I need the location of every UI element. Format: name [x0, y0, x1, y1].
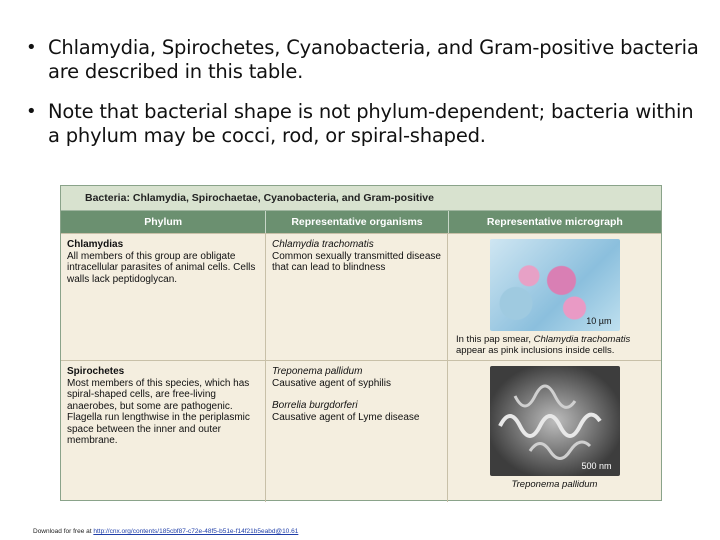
organism-name: Chlamydia trachomatis — [272, 239, 374, 250]
source-link[interactable]: http://cnx.org/contents/185cbf87-c72e-48f5-b51e-f14f21b5eabd@10.61 — [93, 528, 299, 535]
table-title: Bacteria: Chlamydia, Spirochaetae, Cyanobacteria, and Gram-positive — [61, 186, 661, 211]
spirochete-micrograph — [490, 366, 620, 476]
phylum-description: Most members of this species, which has spiral-shaped cells, are free-living anaerobes, but some are pathogenic. Flagella run lengthwise in the periplasmic space between the inner and outer membrane. — [67, 377, 250, 446]
spiral-bacteria-icon — [490, 366, 620, 476]
table-header — [61, 211, 661, 233]
header-micrograph: Representative micrograph — [486, 216, 623, 228]
organism-description: Common sexually transmitted disease that can lead to blindness — [272, 250, 441, 273]
micrograph-caption: Treponema pallidum — [511, 479, 598, 490]
organism-name: Borrelia burgdorferi — [272, 400, 358, 411]
table-row — [61, 233, 661, 360]
bullet-text: Note that bacterial shape is not phylum-dependent; bacteria within a phylum may be cocci, rod, or spiral-shaped. — [48, 100, 694, 147]
source-footer: Download for free at http://cnx.org/contents/185cbf87-c72e-48f5-b51e-f14f21b5eabd@10.61 — [33, 528, 299, 535]
bullet-item: • Chlamydia, Spirochetes, Cyanobacteria, and Gram-positive bacteria are described in this table. — [26, 36, 699, 83]
scale-label: 10 µm — [586, 315, 612, 326]
header-organisms: Representative organisms — [266, 211, 448, 233]
bacteria-table — [60, 185, 662, 501]
bullet-list — [24, 36, 704, 164]
bullet-item: • Note that bacterial shape is not phylum-dependent; bacteria within a phylum may be cocci, rod, or spiral-shaped. — [26, 100, 694, 147]
scale-label: 500 nm — [581, 460, 612, 471]
chlamydia-micrograph — [490, 239, 620, 331]
micrograph-caption: In this pap smear, Chlamydia trachomatis appear as pink inclusions inside cells. — [456, 334, 631, 356]
table-row — [61, 360, 661, 502]
header-phylum: Phylum — [61, 211, 266, 233]
phylum-name: Spirochetes — [67, 366, 125, 377]
organism-description: Causative agent of syphilis — [272, 377, 391, 389]
organism-name: Treponema pallidum — [272, 366, 363, 377]
phylum-description: All members of this group are obligate intracellular parasites of animal cells. Cells walls lack peptidoglycan. — [67, 250, 256, 285]
organism-description: Causative agent of Lyme disease — [272, 411, 420, 423]
bullet-text: Chlamydia, Spirochetes, Cyanobacteria, and Gram-positive bacteria are described in this table. — [48, 36, 699, 83]
phylum-name: Chlamydias — [67, 239, 124, 250]
